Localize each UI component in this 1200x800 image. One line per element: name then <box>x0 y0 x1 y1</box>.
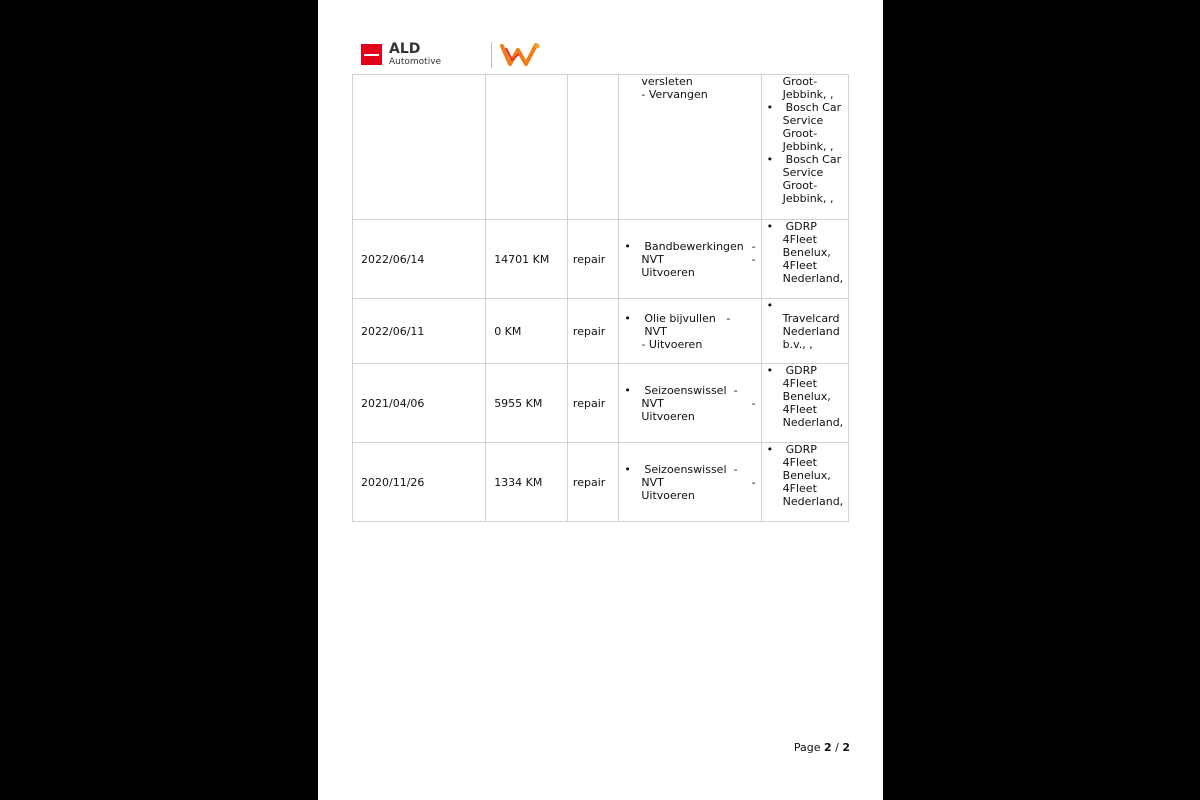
date-cell: 2022/06/11 <box>353 299 486 364</box>
supplier-item <box>767 220 844 285</box>
supplier-line: 4Fleet <box>782 456 817 469</box>
ald-logo-text <box>389 42 441 67</box>
document-page <box>318 0 883 800</box>
table-row <box>353 443 849 522</box>
w-brand-logo-icon <box>500 42 542 68</box>
work-text: - Uitvoeren <box>641 337 703 351</box>
work-text: Seizoenswissel <box>644 383 727 397</box>
work-cell <box>619 443 761 522</box>
page-label: Page <box>793 741 821 754</box>
ald-logo-subtitle: Automotive <box>389 57 442 67</box>
supplier-cell <box>761 220 848 299</box>
supplier-line: Bosch Car <box>785 153 842 166</box>
supplier-line: Travelcard <box>782 312 840 325</box>
ald-logo-title: ALD <box>389 41 421 57</box>
date-cell: 2020/11/26 <box>353 443 486 522</box>
table-row-continued <box>353 75 849 220</box>
supplier-item <box>767 153 844 205</box>
work-text: - <box>751 239 756 253</box>
km-cell: 0 KM <box>486 299 568 364</box>
supplier-line <box>783 299 844 312</box>
bullet-icon: • <box>624 311 631 325</box>
supplier-line: 4Fleet <box>782 482 817 495</box>
supplier-item <box>767 101 844 153</box>
work-line: versleten <box>641 75 693 88</box>
logo-divider <box>491 42 492 68</box>
km-cell: 14701 KM <box>486 220 568 299</box>
bullet-icon: • <box>766 443 774 456</box>
page-current: 2 <box>823 741 832 754</box>
page-separator: / <box>835 741 839 754</box>
supplier-line: Groot- <box>782 75 818 88</box>
ald-logo-mark <box>361 44 382 65</box>
work-text: Uitvoeren <box>641 488 695 502</box>
work-text: Uitvoeren <box>641 409 695 423</box>
supplier-cell <box>761 299 848 364</box>
supplier-line: GDRP <box>785 364 817 377</box>
work-text: - <box>733 383 738 397</box>
type-cell: repair <box>567 364 618 443</box>
work-item <box>624 312 755 351</box>
work-text: - <box>751 475 756 489</box>
bullet-icon: • <box>766 101 774 114</box>
work-text: NVT <box>641 475 664 489</box>
supplier-line: Benelux, <box>782 246 831 259</box>
supplier-cell <box>761 443 848 522</box>
type-cell: repair <box>567 220 618 299</box>
supplier-cell <box>761 364 848 443</box>
supplier-line: Nederland, <box>782 495 844 508</box>
km-cell: 1334 KM <box>486 443 568 522</box>
work-text: Bandbewerkingen <box>644 239 744 253</box>
supplier-item <box>767 364 844 429</box>
bullet-icon: • <box>766 364 774 377</box>
work-item <box>624 384 755 423</box>
supplier-line: Benelux, <box>782 390 831 403</box>
supplier-line: 4Fleet <box>782 403 817 416</box>
supplier-item <box>767 299 844 312</box>
supplier-cell <box>761 75 848 220</box>
date-cell: 2022/06/14 <box>353 220 486 299</box>
table-row <box>353 299 849 364</box>
supplier-line: b.v., , <box>782 338 813 351</box>
bullet-icon: • <box>766 299 774 312</box>
supplier-line: Nederland, <box>782 416 844 429</box>
work-cell <box>619 75 761 220</box>
supplier-line: Groot- <box>782 179 818 192</box>
supplier-line: Bosch Car <box>785 101 842 114</box>
bullet-icon: • <box>766 153 774 166</box>
supplier-line: 4Fleet <box>782 259 817 272</box>
work-text: - <box>733 462 738 476</box>
km-cell <box>486 75 568 220</box>
supplier-line: Benelux, <box>782 469 831 482</box>
work-line: - Vervangen <box>641 88 708 101</box>
work-cell <box>619 364 761 443</box>
maintenance-table <box>352 74 849 522</box>
bullet-icon: • <box>624 239 631 253</box>
type-cell: repair <box>567 443 618 522</box>
supplier-line: Service <box>782 166 824 179</box>
supplier-line: Service <box>782 114 824 127</box>
bullet-icon: • <box>624 383 631 397</box>
date-cell <box>353 75 486 220</box>
supplier-line: Groot- <box>782 127 818 140</box>
bullet-icon: • <box>624 462 631 476</box>
supplier-line: GDRP <box>785 443 817 456</box>
page-number <box>794 741 850 754</box>
km-cell: 5955 KM <box>486 364 568 443</box>
type-cell: repair <box>567 299 618 364</box>
table-row <box>353 364 849 443</box>
work-item <box>624 463 755 502</box>
work-text: NVT <box>641 252 664 266</box>
work-text: Olie bijvullen <box>644 311 716 325</box>
supplier-item <box>767 443 844 508</box>
work-text: - NVT <box>644 311 731 338</box>
work-cell <box>619 299 761 364</box>
type-cell <box>567 75 618 220</box>
supplier-line: 4Fleet <box>782 377 817 390</box>
work-text: NVT <box>641 396 664 410</box>
supplier-line: Nederland, <box>782 272 844 285</box>
date-cell: 2021/04/06 <box>353 364 486 443</box>
supplier-line: Jebbink, , <box>782 140 834 153</box>
work-text: - <box>751 396 756 410</box>
work-item <box>624 240 755 279</box>
bullet-icon: • <box>766 220 774 233</box>
supplier-line: Jebbink, , <box>782 192 834 205</box>
work-cell <box>619 220 761 299</box>
supplier-line: Jebbink, , <box>782 88 834 101</box>
work-text: Seizoenswissel <box>644 462 727 476</box>
supplier-line: GDRP <box>785 220 817 233</box>
page-total: 2 <box>842 741 850 754</box>
work-text: Uitvoeren <box>641 265 695 279</box>
supplier-line: Nederland <box>782 325 840 338</box>
work-text: - <box>751 252 756 266</box>
supplier-line: 4Fleet <box>782 233 817 246</box>
table-row <box>353 220 849 299</box>
